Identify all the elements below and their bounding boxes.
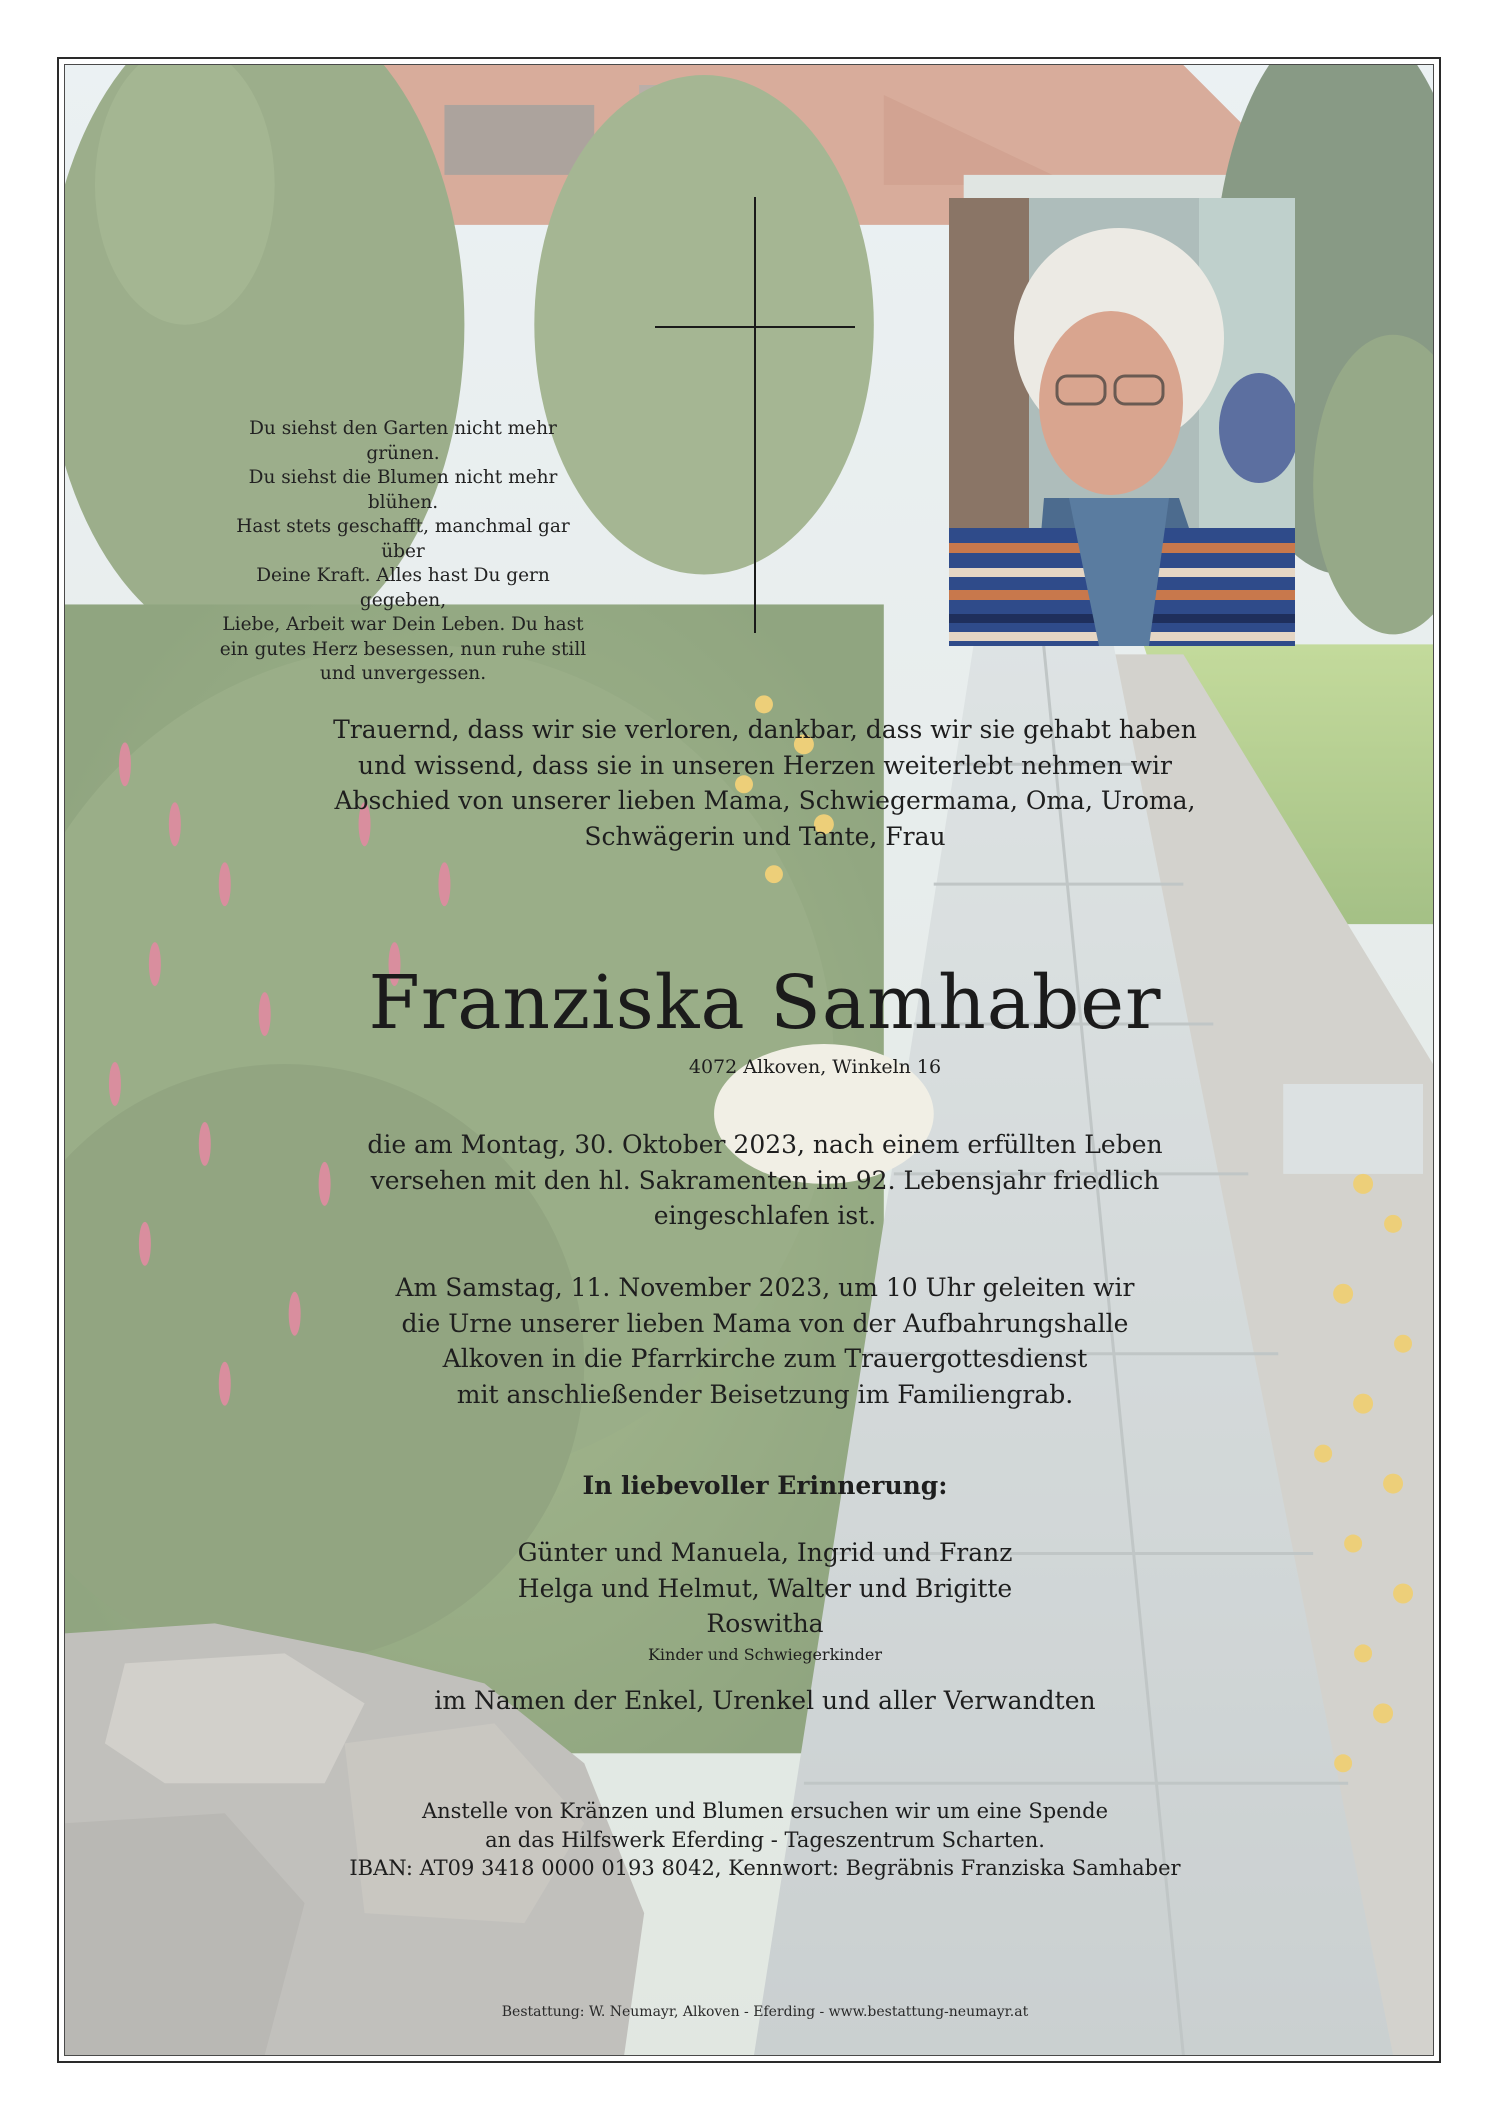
death-notice: [265, 1127, 1265, 1234]
intro-line: und wissend, dass sie in unseren Herzen weiterlebt nehmen wir: [358, 750, 1172, 780]
mourners-line: Roswitha: [706, 1609, 824, 1638]
poem-line: Du siehst die Blumen nicht mehr blühen.: [248, 467, 558, 513]
death-notice-line: versehen mit den hl. Sakramenten im 92. Lebensjahr friedlich: [370, 1165, 1160, 1195]
intro-text: [265, 712, 1265, 854]
funeral-line: die Urne unserer lieben Mama von der Aufbahrungshalle: [401, 1308, 1129, 1338]
obituary-card: [64, 64, 1434, 2056]
poem-line: ein gutes Herz besessen, nun ruhe still: [219, 638, 587, 660]
intro-line: Schwägerin und Tante, Frau: [584, 821, 946, 851]
mourners-list: [315, 1535, 1215, 1642]
death-notice-line: eingeschlafen ist.: [653, 1201, 877, 1230]
portrait-photo: [949, 198, 1295, 646]
poem-line: Deine Kraft. Alles hast Du gern gegeben,: [256, 565, 550, 611]
donation-line: Anstelle von Kränzen und Blumen ersuchen wir um eine Spende: [421, 1799, 1109, 1823]
relatives-line: im Namen der Enkel, Urenkel und aller Verwandten: [434, 1686, 1096, 1715]
mourners-line: Helga und Helmut, Walter und Brigitte: [517, 1573, 1013, 1603]
donation-line: IBAN: AT09 3418 0000 0193 8042, Kennwort: Begräbnis Franziska Samhaber: [349, 1856, 1181, 1880]
donation-line: an das Hilfswerk Eferding - Tageszentrum Scharten.: [485, 1827, 1045, 1852]
funeral-line: Am Samstag, 11. November 2023, um 10 Uhr geleiten wir: [395, 1273, 1135, 1302]
death-notice-line: die am Montag, 30. Oktober 2023, nach einem erfüllten Leben: [367, 1130, 1163, 1159]
mourners-note: Kinder und Schwiegerkinder: [647, 1645, 883, 1664]
poem-line: Hast stets geschafft, manchmal gar über: [236, 516, 570, 562]
memory-heading: In liebevoller Erinnerung:: [582, 1471, 948, 1500]
cross-icon: [655, 197, 855, 633]
donation-request: [265, 1797, 1265, 1883]
mourners-line: Günter und Manuela, Ingrid und Franz: [517, 1538, 1013, 1567]
funeral-home-footer: Bestattung: W. Neumayr, Alkoven - Eferding - www.bestattung-neumayr.at: [501, 2004, 1029, 2020]
deceased-address: 4072 Alkoven, Winkeln 16: [688, 1056, 942, 1078]
poem-line: Liebe, Arbeit war Dein Leben. Du hast: [222, 614, 584, 635]
poem: [215, 417, 591, 687]
intro-line: Trauernd, dass wir sie verloren, dankbar, dass wir sie gehabt haben: [333, 715, 1197, 744]
funeral-line: Alkoven in die Pfarrkirche zum Trauergottesdienst: [442, 1344, 1088, 1373]
poem-line: Du siehst den Garten nicht mehr grünen.: [249, 418, 557, 464]
obituary-content: [65, 65, 1433, 2055]
poem-line: und unvergessen.: [319, 663, 487, 684]
deceased-name: Franziska Samhaber: [368, 960, 1162, 1046]
funeral-line: mit anschließender Beisetzung im Familiengrab.: [456, 1379, 1074, 1409]
funeral-notice: [265, 1270, 1265, 1412]
intro-line: Abschied von unserer lieben Mama, Schwiegermama, Oma, Uroma,: [334, 786, 1196, 815]
